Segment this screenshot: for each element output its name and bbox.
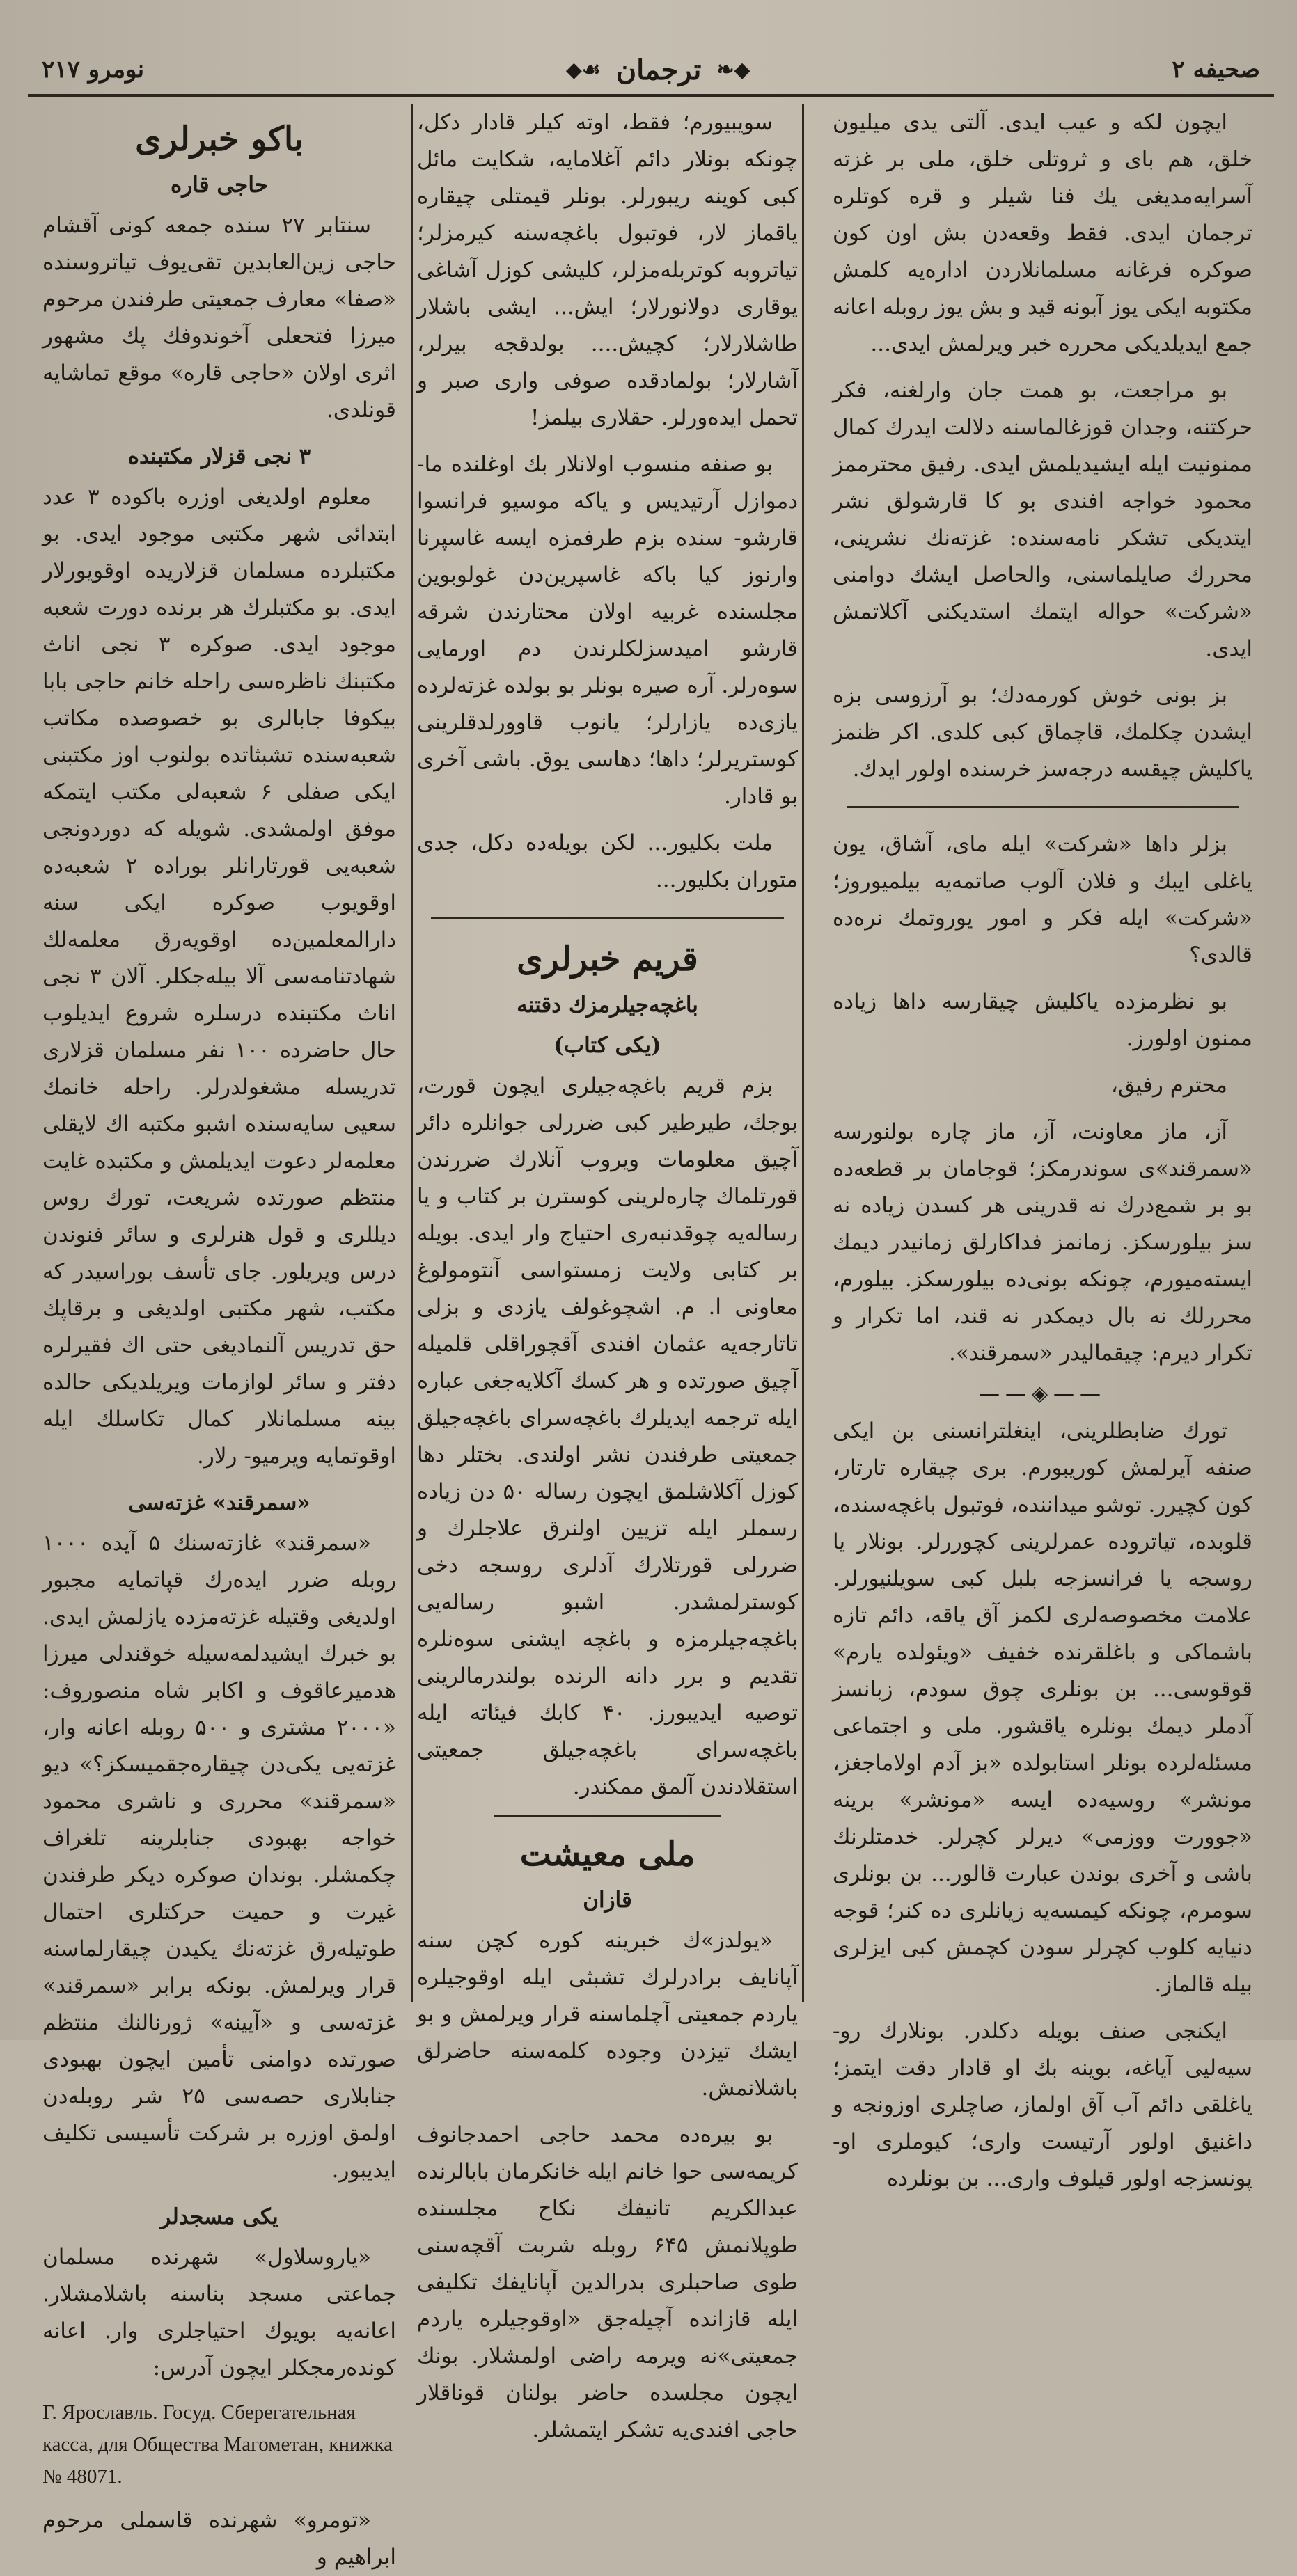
- section-title-baku: باکو خبرلری: [135, 120, 304, 159]
- subheading: حاجی قاره: [171, 173, 268, 198]
- paragraph: بزم قریم باغچه‌جیلری ایچون قورت، بوجك، طیرطیر کبی ضررلی جوانلره دائر آچیق معلومات ویروب آنلارك ضررندن قورتلماك چاره‌لرینی کوسترن بر کتاب و یا رساله‌یه چوقدنبه‌ری احتیاج وار ایدی. بویله بر کتابی ولایت زمستواسی آنتومولوغ معاونی ا. م. اشچوغولف یازدی و بزلی تاتارجه‌یه عثمان افندی آقچوراقلی قلمیله آچیق صورتده و هر کسك آکلایه‌جغی عباره ایله ترجمه ایدیلرك باغچه‌سرای باغچه‌جیلق جمعیتی طرفندن نشر اولندی. بختلر دها کوزل آکلاشلمق ایچون رساله ۵۰ دن زیاده رسملر ایله تزیین اولنرق علاجلرك و ضررلی قورتلارك آدلری روسجه دخی کوسترلمشدر. اشبو رساله‌یی باغچه‌جیلرمزه و باغچه ایشنی سوه‌نلره تقدیم و برر دانه الرنده بولندرمالرینی توصیه ایدیبورز. ۴۰ کابك فیئاته ایله باغچه‌سرای باغچه‌جیلق جمعیتی استقلادندن آلمق ممکندر.: [417, 1073, 798, 1799]
- subheading: «سمرقند» غزته‌سی: [128, 1490, 311, 1515]
- subheading: قازان: [583, 1888, 632, 1913]
- paragraph: بو بیره‌ده محمد حاجی احمدجانوف کریمه‌سی حوا خانم ایله خانکرمان بابالرنده عبدالکریم تانیفك نکاح مجلسنده طوپلانمش ۶۴۵ روبله شربت آقچه‌سنی طوی صاحبلری بدرالدین آپانایفك تکلیفی ایله قازانده آچیله‌جق «اوقوجیلره یاردم جمعیتی»نه ویرمه راضی اولمشلار. بونك ایچون مجلسده حاضر بولنان قوناقلار حاجی افندی‌یه تشکر ایتمشلر.: [417, 2122, 798, 2442]
- paragraph: ملت بکلیور... لکن بویله‌ده دکل، جدی متوران بکلیور...: [417, 830, 798, 892]
- paragraph: بو صنفه منسوب اولانلار بك اوغلنده ما- دموازل آرتیدیس و یاکه موسیو فرانسوا قارشو- سنده بزم طرفمزه ایسه غاسپرنا وارنوز کیا باکه غاسپرین‌دن غولوبوین مجلسنده غربیه اولان محتارندن شرقه قارشو امیدسزلکلرندن دم اورمایی سوه‌رلر. آره صیره بونلر بو بولده غزته‌لرده یازی‌ده یازارلر؛ یانوب قاوورلدقلرینی کوستریرلر؛ داها؛ دهاسی یوق. باشی آخری بو قادار.: [417, 452, 798, 809]
- paragraph: محترم رفیق،: [1110, 1073, 1227, 1098]
- page-number: صحیفه ۲: [1172, 56, 1260, 84]
- paragraph: بو مراجعت، بو همت جان وارلغنه، فکر حرکتنه، وجدان قوزغالماسنه دلالت ایدرك کمال ممنونیت ایله ایشیدیلمش ایدی. رفیق محترممز محمود خواجه افندی بو کا قارشولق نشر ایتدیکی تشکر نامه‌سنده: غزته‌نك نشرینی، محررك صایلماسنی، والحاصل ایشك دوامنی «شرکت» حواله ایتمك استدیکنی آکلاتمش ایدی.: [833, 378, 1252, 661]
- column-left: [38, 104, 400, 2570]
- paragraph: بو نظرمزده یاکلیش چیقارسه داها زیاده ممنون اولورز.: [833, 989, 1252, 1051]
- paragraph: ایچون لکه و عیب ایدی. آلتی یدی میلیون خلق، هم بای و ثروتلی خلق، ملی بر غزته آسرایه‌مدیغی یك فنا شیلر و قره کوتلره ترجمان ایدی. فقط وقعه‌دن بش اون کون صوکره فرغانه مسلمانلاردن اداره‌یه کلمش مکتوبه ایکی یوز آبونه قید و بش یوز روبله اعانه جمع ایدیلدیکی محرره خبر ویرلمش ایدی...: [833, 110, 1252, 356]
- paragraph: ایکنجی صنف بویله دکلدر. بونلارك رو- سیه‌لیی آیاغه، بوینه بك او قادار دقت ایتمز؛ یاغلقی دائم آب آق اولماز، صاچلری اوزونجه و داغنیق اولور آرتیست واری؛ کیوملری او- پونسزجه اولور قیلوف واری... بن بونلرده: [833, 2018, 1252, 2191]
- subheading: (یکی کتاب): [553, 1033, 661, 1058]
- paragraph: «سمرقند» غازته‌سنك ۵ آیده ۱۰۰۰ روبله ضرر ایده‌رك قپاتمایه مجبور اولدیغی وقتیله غزته‌مزده یازلمش ایدی. بو خبرك ایشیدلمه‌سیله خوقندلی میرزا هدمیرعاقوف و اکابر شاه منصوروف: «۲۰۰۰ مشتری و ۵۰۰ روبله اعانه وار، غزته‌یی یکی‌دن چیقاره‌جقمیسکز؟» دیو «سمرقند» محرری و ناشری محمود خواجه بهبودی جنابلرینه تلغراف چکمشلر. بوندان صوکره دیکر طرفندن غیرت و حمیت حرکتلری احتمال طوتیله‌رق غزته‌نك یکیدن چیقارلماسنه قرار ویرلمش. بونکه برابر «سمرقند» غزته‌سی و «آیینه» ژورنالنك منتظم صورتده دوامنی تأمین ایچون بهبودی جنابلاری حصه‌سی ۲۵ شر روبله‌دن اولمق اوزره بر شرکت تأسیسی تکلیف ایدیبور.: [42, 1531, 397, 2183]
- divider-rule: [494, 1815, 721, 1817]
- masthead: [566, 54, 750, 86]
- paragraph: تورك ضابطلرینی، اینغلترانسنی بن ایکی صنفه آیرلمش کوریبورم. بری چیقاره تارتار، کون کچیرر. توشو میداننده، فوتبول باغچه‌سنده، قلوبده، تیاتروده عمرلرینی کچوررلر. بونلار یا روسجه یا فرانسزجه بلبل کبی سویلنیورلر. علامت مخصوصه‌لری لکمز آق یاقه، دائم تازه باشماکی و باغلقرنده خفیف «ویئولده یارم» قوقوسی... بن بونلری چوق سودم، زبانسز آدملر دیمك بونلره یاقشور. ملی و اجتماعی مسئله‌لرده بونلر استابولده «بز آدم اولاماجغز، مونشر» روسیه‌ده ایسه «مونشر» برینه «جوورت ووزمی» دیرلر کچرلر. خدمتلرنك باشی و آخری بوندن عبارت قالور... بن بونلری سومرم، چونکه کیمسه‌یه زیانلری ده کنر؛ قوجه دنیایه کلوب کچرلر سودن کچمش کبی ایزلری بیله قالماز.: [833, 1419, 1252, 1997]
- paragraph: معلوم اولدیغی اوزره باکوده ۳ عدد ابتدائی شهر مکتبی موجود ایدی. بو مکتبلرده مسلمان قزلاریده اوقویورلار ایدی. بو مکتبلرك هر برنده دورت شعبه موجود ایدی. صوکره ۳ نجی اناث مکتبنك ناظره‌سی راحله خانم حاجی بابا بیکوفا جابالری بو خصوصده مکاتب شعبه‌سنده تشبثاتده بولنوب اوز مکتبنی ایکی صفلی ۶ شعبه‌لی مکتب ایتمکه موفق اولمشدی. شویله که دوردونجی شعبه‌یی قورتارانلر بوراده ۲ شعبه‌ده اوقویوب صوکره ایکی سنه دارالمعلمین‌ده اوقویه‌رق معلمه‌لك شهادتنامه‌سی آلا بیله‌جکلر. آلان ۳ نجی اناث مکتبنده درسلره شروع ایدیلوب حال حاضرده ۱۰۰ نفر مسلمان قزلاری تدریسله مشغولدرلر. راحله خانمك سعیی سایه‌سنده اشبو مکتبه اك لایقلی معلمه‌لر دعوت ایدیلمش و مکتبده غایت منتظم صورتده شریعت، تورك روس دیللری و قول هنرلری و سائر فنوندن درس ویریلور. جای تأسف بوراسیدر که مکتب، شهر مکتبی اولدیغی و برقاپك حق تدریس آلنمادیغی حتی اك فقیرلره دفتر و سائر لوازمات ویریلدیکی حالده بینه مسلمانلار کمال تکاسلك ایله اوقوتمایه ویرمیو- رلار.: [42, 484, 397, 1469]
- ornament-icon: ◆❧: [716, 57, 750, 82]
- divider-rule: [431, 917, 784, 919]
- russian-address: Г. Ярославль. Госуд. Сберегательная касса, для Общества Магометан, книжка № 48071.: [42, 2401, 393, 2488]
- subheading: باغچه‌جیلرمزك دقتنه: [517, 993, 698, 1018]
- divider-rule: [847, 806, 1239, 808]
- ornament-icon: ☙◆: [565, 57, 601, 82]
- issue-number: نومرو ۲۱۷: [42, 56, 145, 84]
- paragraph: «یاروسلاول» شهرنده مسلمان جماعتی مسجد بناسنه باشلامشلار. اعانه‌یه بویوك احتیاجلری وار. اعانه کونده‌رمجکلر ایچون آدرس:: [42, 2245, 396, 2380]
- subheading: ۳ نجی قزلار مکتبنده: [127, 444, 311, 469]
- newspaper-title: ترجمان: [615, 53, 702, 86]
- page-header: [28, 45, 1274, 97]
- section-title-crimea: قریم خبرلری: [517, 940, 698, 979]
- paragraph: سویبیورم؛ فقط، اوته کیلر قادار دکل، چونکه بونلار دائم آغلامایه، شکایت مائل کبی کوینه‌ ریبورلر. بونلر قیمتلی چیقاره یاقماز لار، فوتبول باغچه‌سنه کیرمزلر؛ تیاتروبه کوتربله‌مزلر، کلیشی کوزل آشاغی یوقاری دولانورلار؛ ایش... ایشی باشلار طاشلارلار؛ کچیش.... بولدقجه بیرلر، آشارلار؛ بولمادقده صوفی واری صبر و تحمل ایده‌ورلر. حقلاری بیلمز!: [417, 110, 798, 430]
- subheading: یکی مسجدلر: [160, 2204, 278, 2229]
- ornament-divider-icon: ——◈——: [978, 1382, 1107, 1406]
- section-title-national: ملی معیشت: [519, 1835, 695, 1874]
- paragraph: آز، ماز معاونت، آز، ماز چاره بولنورسه «سمرقند»ی سوندرمکز؛ قوجامان بر قطعه‌ده بو بر شمع‌درك نه قدرینی هر کسدن زیاده نه سز بیلورسکز. زمانمز فداکارلق زمانیدر دیمك ایسته‌میورم، چونکه بونی‌ده بیلورسکز. بیلورم، محررلك نه بال دیمکدر نه قند، اما تکرار و تکرار دیرم: چیقمالیدر «سمرقند».: [833, 1119, 1252, 1366]
- paragraph: سنتابر ۲۷ سنده جمعه کونی آقشام حاجی زین‌العابدین تقی‌یوف تیاتروسنده «صفا» معارف جمعیتی طرفندن مرحوم میرزا فتحعلی آخوندوفك پك مشهور اثری اولان «حاجی قاره» موقع تماشایه قونلدی.: [42, 213, 396, 422]
- paragraph: «یولدز»ك خبرینه کوره کچن سنه آپانایف برادرلرك تشبثی ایله اوقوجیلره یاردم جمعیتی آچلماسنه قرار ویرلمش و بو ایشك تیزدن وجوده کلمه‌سنه حاضرلق باشلانمش.: [417, 1928, 798, 2101]
- paragraph: بزلر داها «شرکت» ایله مای، آشاق، یون یاغلی ایبك و فلان آلوب صاتمه‌یه بیلمیوروز؛ «شرکت» ایله فکر و امور یوروتمك نره‌ده قالدی؟: [833, 832, 1252, 967]
- column-right: [828, 104, 1257, 2191]
- column-middle: [411, 104, 804, 2442]
- paragraph: بز بونی خوش کورمه‌دك؛ بو آرزوسی بزه ایشدن چکلمك، قاچماق کبی کلدی. اکر ظنمز یاکلیش چیقسه درجه‌سز خرسنده اولور ایدك.: [833, 683, 1252, 782]
- paragraph: «تومرو» شهرنده قاسملی مرحوم ابراهیم و: [42, 2508, 396, 2570]
